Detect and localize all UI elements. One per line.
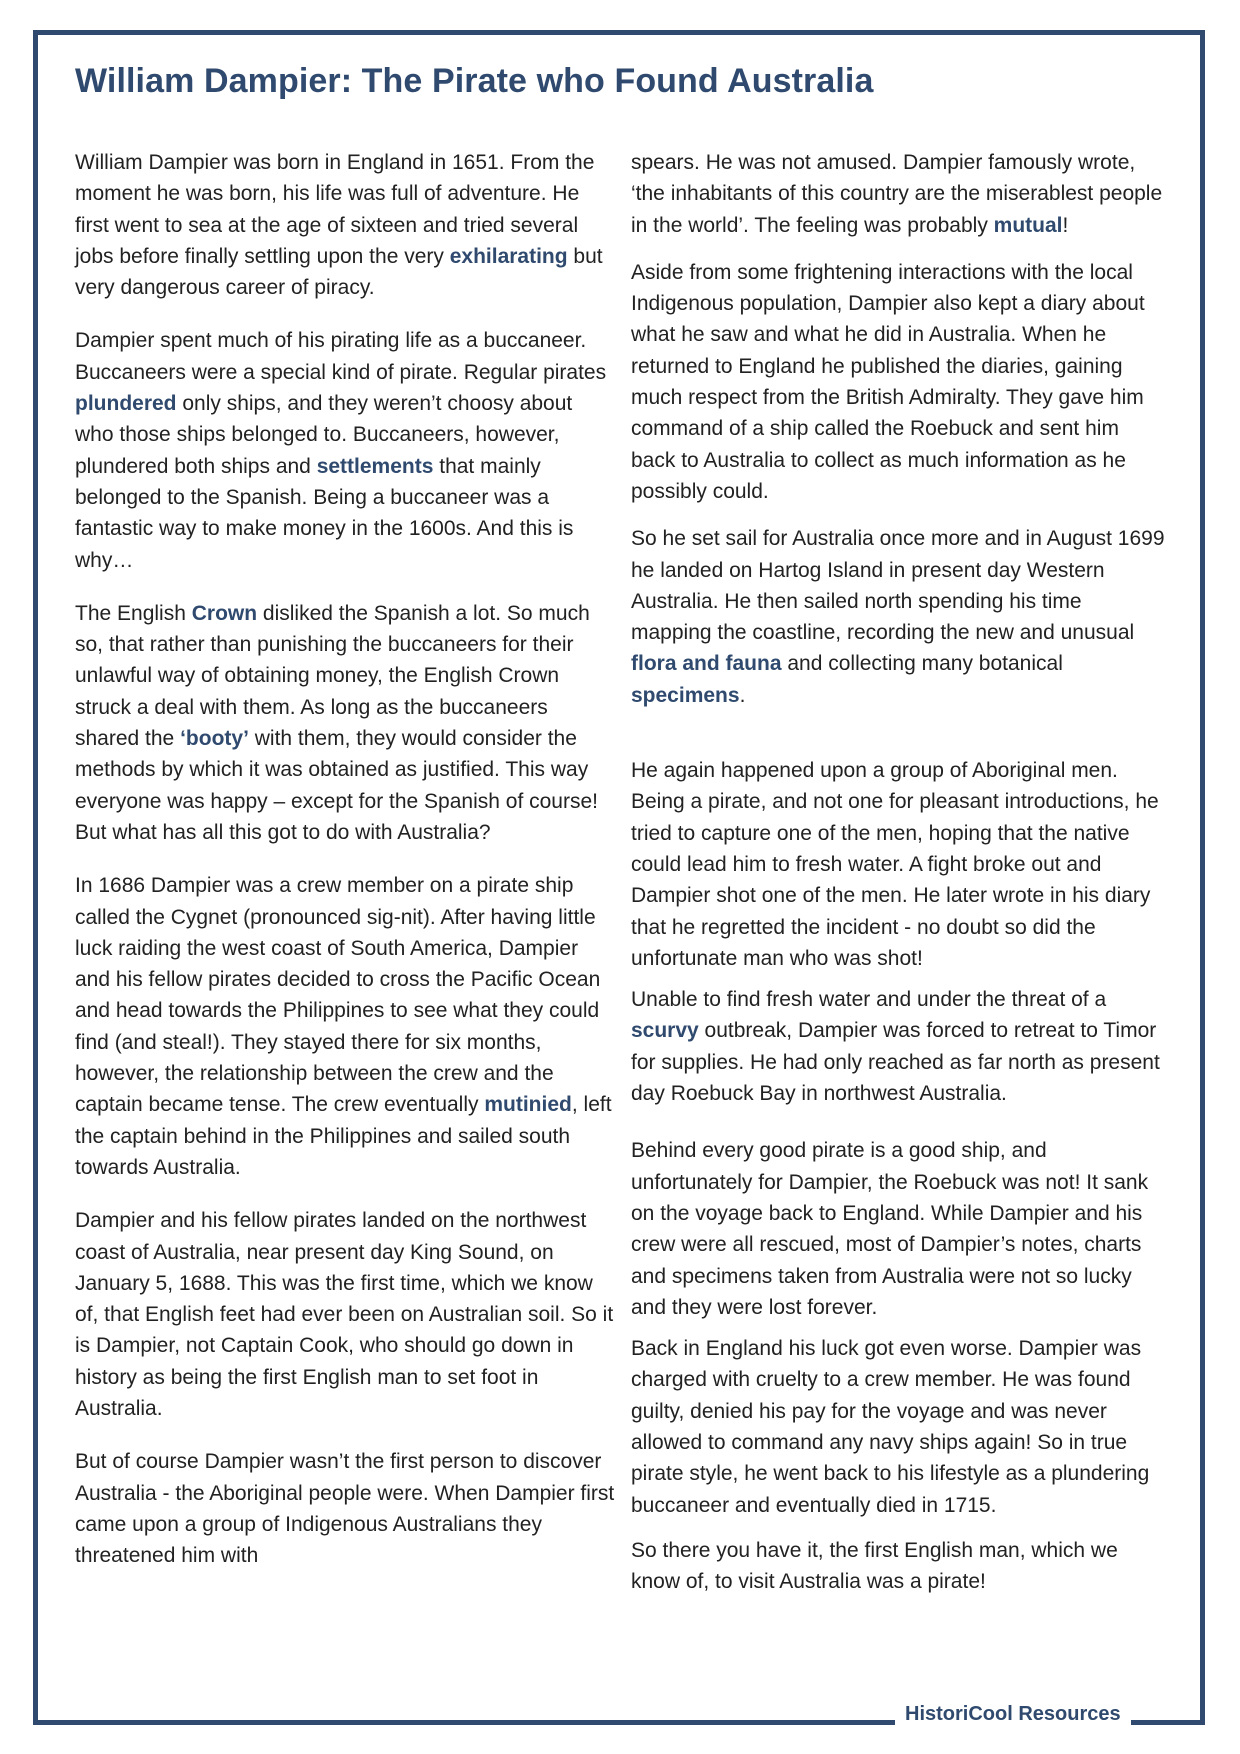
paragraph-text: only ships, and they weren’t choosy about who those ships belonged to. Buccaneers, however, plundered both ships and [75,392,573,478]
glossary-keyword: specimens [631,683,740,707]
paragraph [631,1535,1166,1598]
paragraph-text: So he set sail for Australia once more and in August 1699 he landed on Hartog Island in present day Western Australia. He then sailed north spending his time mapping the coastline, recording the new and unusual [631,527,1165,645]
paragraph-text: Behind every good pirate is a good ship, and unfortunately for Dampier, the Roebuck was not! It sank on the voyage back to England. While Dampier and his crew were all rescued, most of Dampier’s notes, charts and specimens taken from Australia were not so lucky and they were lost forever. [631,1139,1149,1319]
paragraph-text: Back in England his luck got even worse. Dampier was charged with cruelty to a crew member. He was found guilty, denied his pay for the voyage and was never allowed to command any navy ships again! So in true pirate style, he went back to his lifestyle as a plundering buccaneer and eventually died in 1715. [631,1337,1150,1517]
glossary-keyword: exhilarating [449,244,568,268]
paragraph-text: with them, they would consider the methods by which it was obtained as justified. This way everyone was happy – except for the Spanish of course! But what has all this got to do with Australia? [75,727,598,844]
glossary-keyword: mutual [993,213,1063,237]
page-title: William Dampier: The Pirate who Found Australia [75,62,874,100]
paragraph-text: ! [1062,213,1069,237]
paragraph [75,147,615,303]
paragraph-text: that mainly belonged to the Spanish. Being a buccaneer was a fantastic way to make money in the 1600s. And this is why… [75,454,574,572]
paragraph-text: disliked the Spanish a lot. So much so, that rather than punishing the buccaneers for their unlawful way of obtaining money, the English Crown struck a deal with them. As long as the buccaneers shared the [75,601,590,751]
paragraph-text: and collecting many botanical [781,652,1063,676]
paragraph-text: Dampier spent much of his pirating life as a buccaneer. Buccaneers were a special kind of pirate. Regular pirates [75,329,607,384]
glossary-keyword: flora and fauna [631,652,782,676]
paragraph-text: The English [75,601,192,625]
paragraph [631,147,1166,241]
paragraph [75,870,615,1183]
paragraph [631,755,1166,974]
paragraph-text: But of course Dampier wasn’t the first person to discover Australia - the Aboriginal people were. When Dampier first came upon a group of Indigenous Australians they threatened him with [75,1450,615,1568]
glossary-keyword: settlements [316,454,434,478]
glossary-keyword: ‘booty’ [180,727,249,751]
paragraph-text: spears. He was not amused. Dampier famously wrote, ‘the inhabitants of this country are the miserablest people in the world’. The feeling was probably [631,151,1163,237]
paragraph-text: . [739,683,746,707]
left-column [75,147,615,1571]
paragraph-text: He again happened upon a group of Aboriginal men. Being a pirate, and not one for pleasant introductions, he tried to capture one of the men, hoping that the native could lead him to fresh water. A fight broke out and Dampier shot one of the men. He later wrote in his diary that he regretted the incident - no doubt so did the unfortunate man who was shot! [631,759,1159,970]
glossary-keyword: mutinied [484,1093,572,1117]
paragraph [75,325,615,575]
paragraph [631,523,1166,711]
paragraph-text: outbreak, Dampier was forced to retreat to Timor for supplies. He had only reached as far north as present day Roebuck Bay in northwest Australia. [631,1019,1160,1106]
paragraph [75,598,615,848]
paragraph-text: In 1686 Dampier was a crew member on a pirate ship called the Cygnet (pronounced sig-nit). After having little luck raiding the west coast of South America, Dampier and his fellow pirates decided to cross the Pacific Ocean and head towards the Philippines to see what they could find (and steal!). They stayed there for six months, however, the relationship between the crew and the captain became tense. The crew eventually [75,874,601,1117]
paragraph-text: Dampier and his fellow pirates landed on the northwest coast of Australia, near present day King Sound, on January 5, 1688. This was the first time, which we know of, that English feet had ever been on Australian soil. So it is Dampier, not Captain Cook, who should go down in history as being the first English man to set foot in Australia. [75,1209,614,1420]
paragraph-text: So there you have it, the first English man, which we know of, to visit Australia was a pirate! [631,1538,1118,1594]
paragraph-text: , left the captain behind in the Philippines and sailed south towards Australia. [75,1093,612,1179]
paragraph-text: William Dampier was born in England in 1651. From the moment he was born, his life was full of adventure. He first went to sea at the age of sixteen and tried several jobs before finally settling upon the very [75,151,595,268]
paragraph [75,1446,615,1571]
paragraph [631,257,1166,507]
glossary-keyword: plundered [75,392,177,416]
paragraph-text: but very dangerous career of piracy. [75,244,603,300]
paragraph [631,1333,1166,1521]
glossary-keyword: Crown [191,601,258,625]
paragraph-text: Unable to find fresh water and under the threat of a [631,988,1107,1012]
footer-brand: HistoriCool Resources [895,1701,1131,1727]
paragraph-text: Aside from some frightening interactions with the local Indigenous population, Dampier also kept a diary about what he saw and what he did in Australia. When he returned to England he published the diaries, gaining much respect from the British Admiralty. They gave him command of a ship called the Roebuck and sent him back to Australia to collect as much information as he possibly could. [631,260,1145,503]
glossary-keyword: scurvy [631,1019,699,1043]
paragraph [75,1205,615,1424]
paragraph [631,984,1166,1109]
paragraph [631,1135,1166,1323]
right-column [631,147,1166,1597]
